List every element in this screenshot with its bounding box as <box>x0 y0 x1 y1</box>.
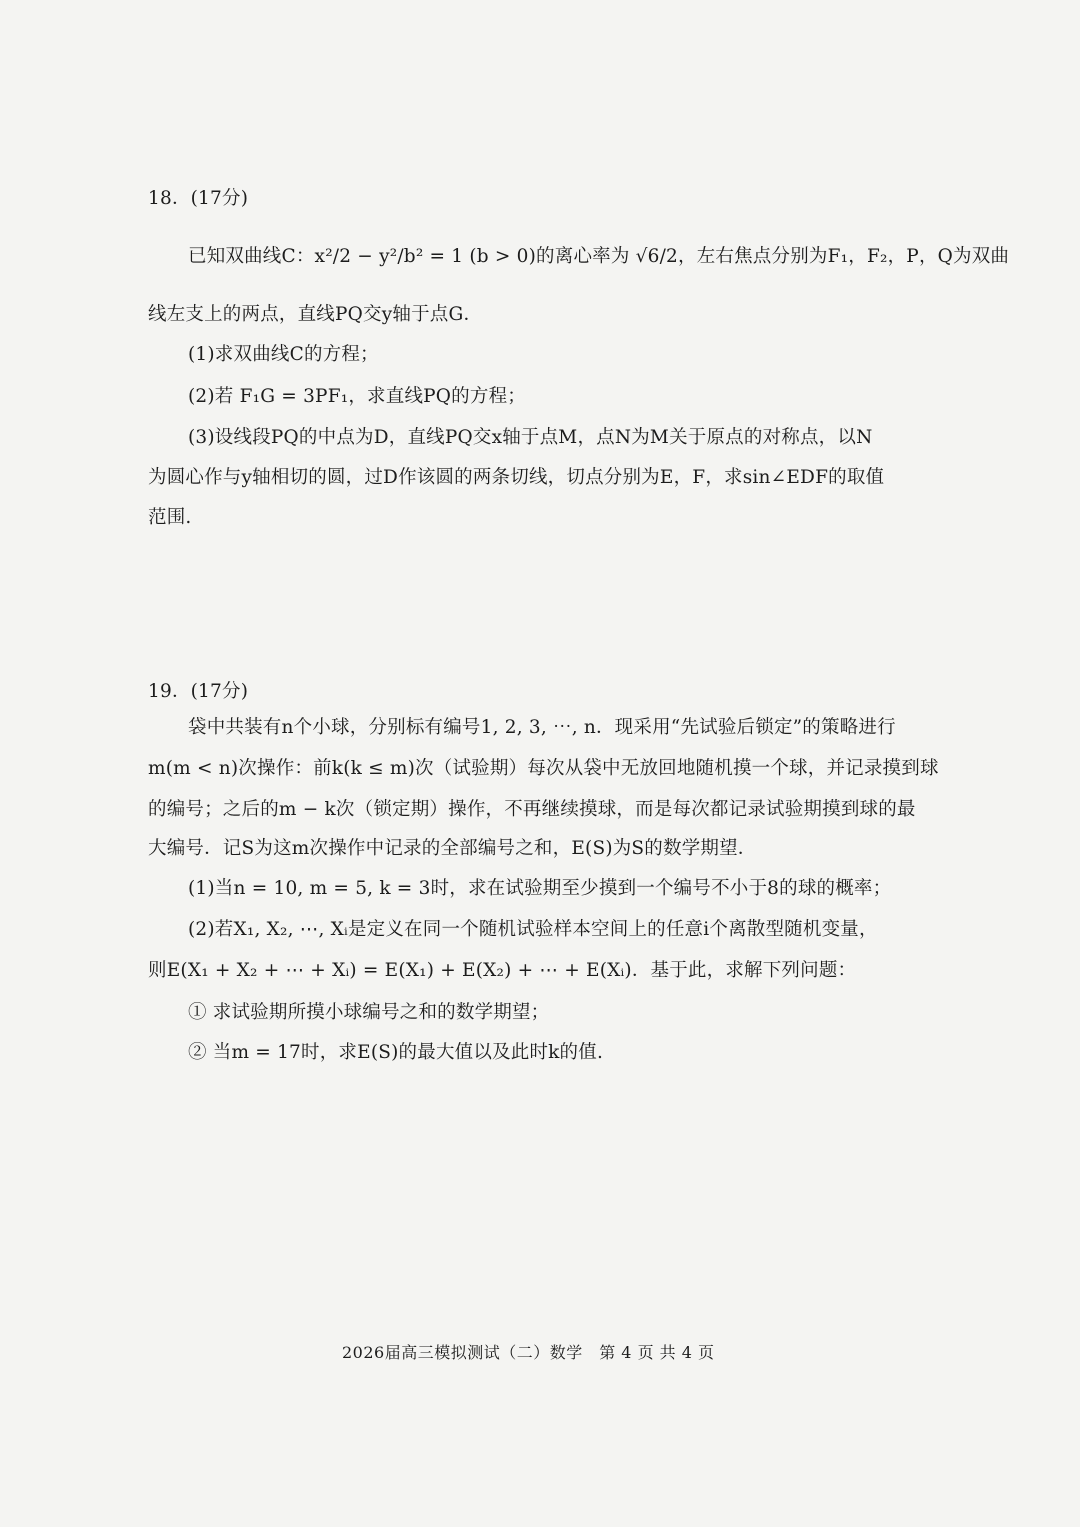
q18-stem-line-1: 已知双曲线C：x²/2 − y²/b² = 1 (b > 0)的离心率为 √6/2，左右焦点分别为F₁，F₂，P，Q为双曲 <box>188 246 1010 267</box>
q19-sub-1: ① 求试验期所摸小球编号之和的数学期望； <box>188 1002 550 1023</box>
q19-part-2-line-2: 则E(X₁ + X₂ + ⋯ + Xᵢ) = E(X₁) + E(X₂) + ⋯ + E(Xᵢ)．基于此，求解下列问题： <box>148 960 857 981</box>
q19-sub-2: ② 当m = 17时，求E(S)的最大值以及此时k的值. <box>188 1042 604 1063</box>
page-footer: 2026届高三模拟测试（二）数学 第 4 页 共 4 页 <box>342 1343 715 1362</box>
q18-stem-line-2: 线左支上的两点，直线PQ交y轴于点G． <box>148 304 483 325</box>
q18-part-3-line-1: (3)设线段PQ的中点为D，直线PQ交x轴于点M，点N为M关于原点的对称点，以N <box>188 427 873 448</box>
q18-part-3-line-2: 为圆心作与y轴相切的圆，过D作该圆的两条切线，切点分别为E，F，求sin∠EDF的取值 <box>148 467 885 488</box>
q18-part-3-line-3: 范围. <box>148 507 192 528</box>
q19-part-1: (1)当n = 10, m = 5, k = 3时，求在试验期至少摸到一个编号不小于8的球的概率； <box>188 878 892 899</box>
q19-stem-line-2: m(m < n)次操作：前k(k ≤ m)次（试验期）每次从袋中无放回地随机摸一个球，并记录摸到球 <box>148 758 939 779</box>
q19-stem-line-1: 袋中共装有n个小球，分别标有编号1, 2, 3, ⋯, n．现采用“先试验后锁定”的策略进行 <box>188 717 896 738</box>
q19-stem-line-4: 大编号．记S为这m次操作中记录的全部编号之和，E(S)为S的数学期望． <box>148 838 757 859</box>
q19-stem-line-3: 的编号；之后的m − k次（锁定期）操作，不再继续摸球，而是每次都记录试验期摸到球的最 <box>148 799 916 820</box>
q18-header: 18．(17分) <box>148 188 249 209</box>
q19-part-2-line-1: (2)若X₁, X₂, ⋯, Xᵢ是定义在同一个随机试验样本空间上的任意i个离散型随机变量， <box>188 919 878 940</box>
q19-header: 19．(17分) <box>148 681 249 702</box>
q18-part-1: (1)求双曲线C的方程； <box>188 344 379 365</box>
q18-part-2: (2)若 F₁G = 3PF₁，求直线PQ的方程； <box>188 386 526 407</box>
